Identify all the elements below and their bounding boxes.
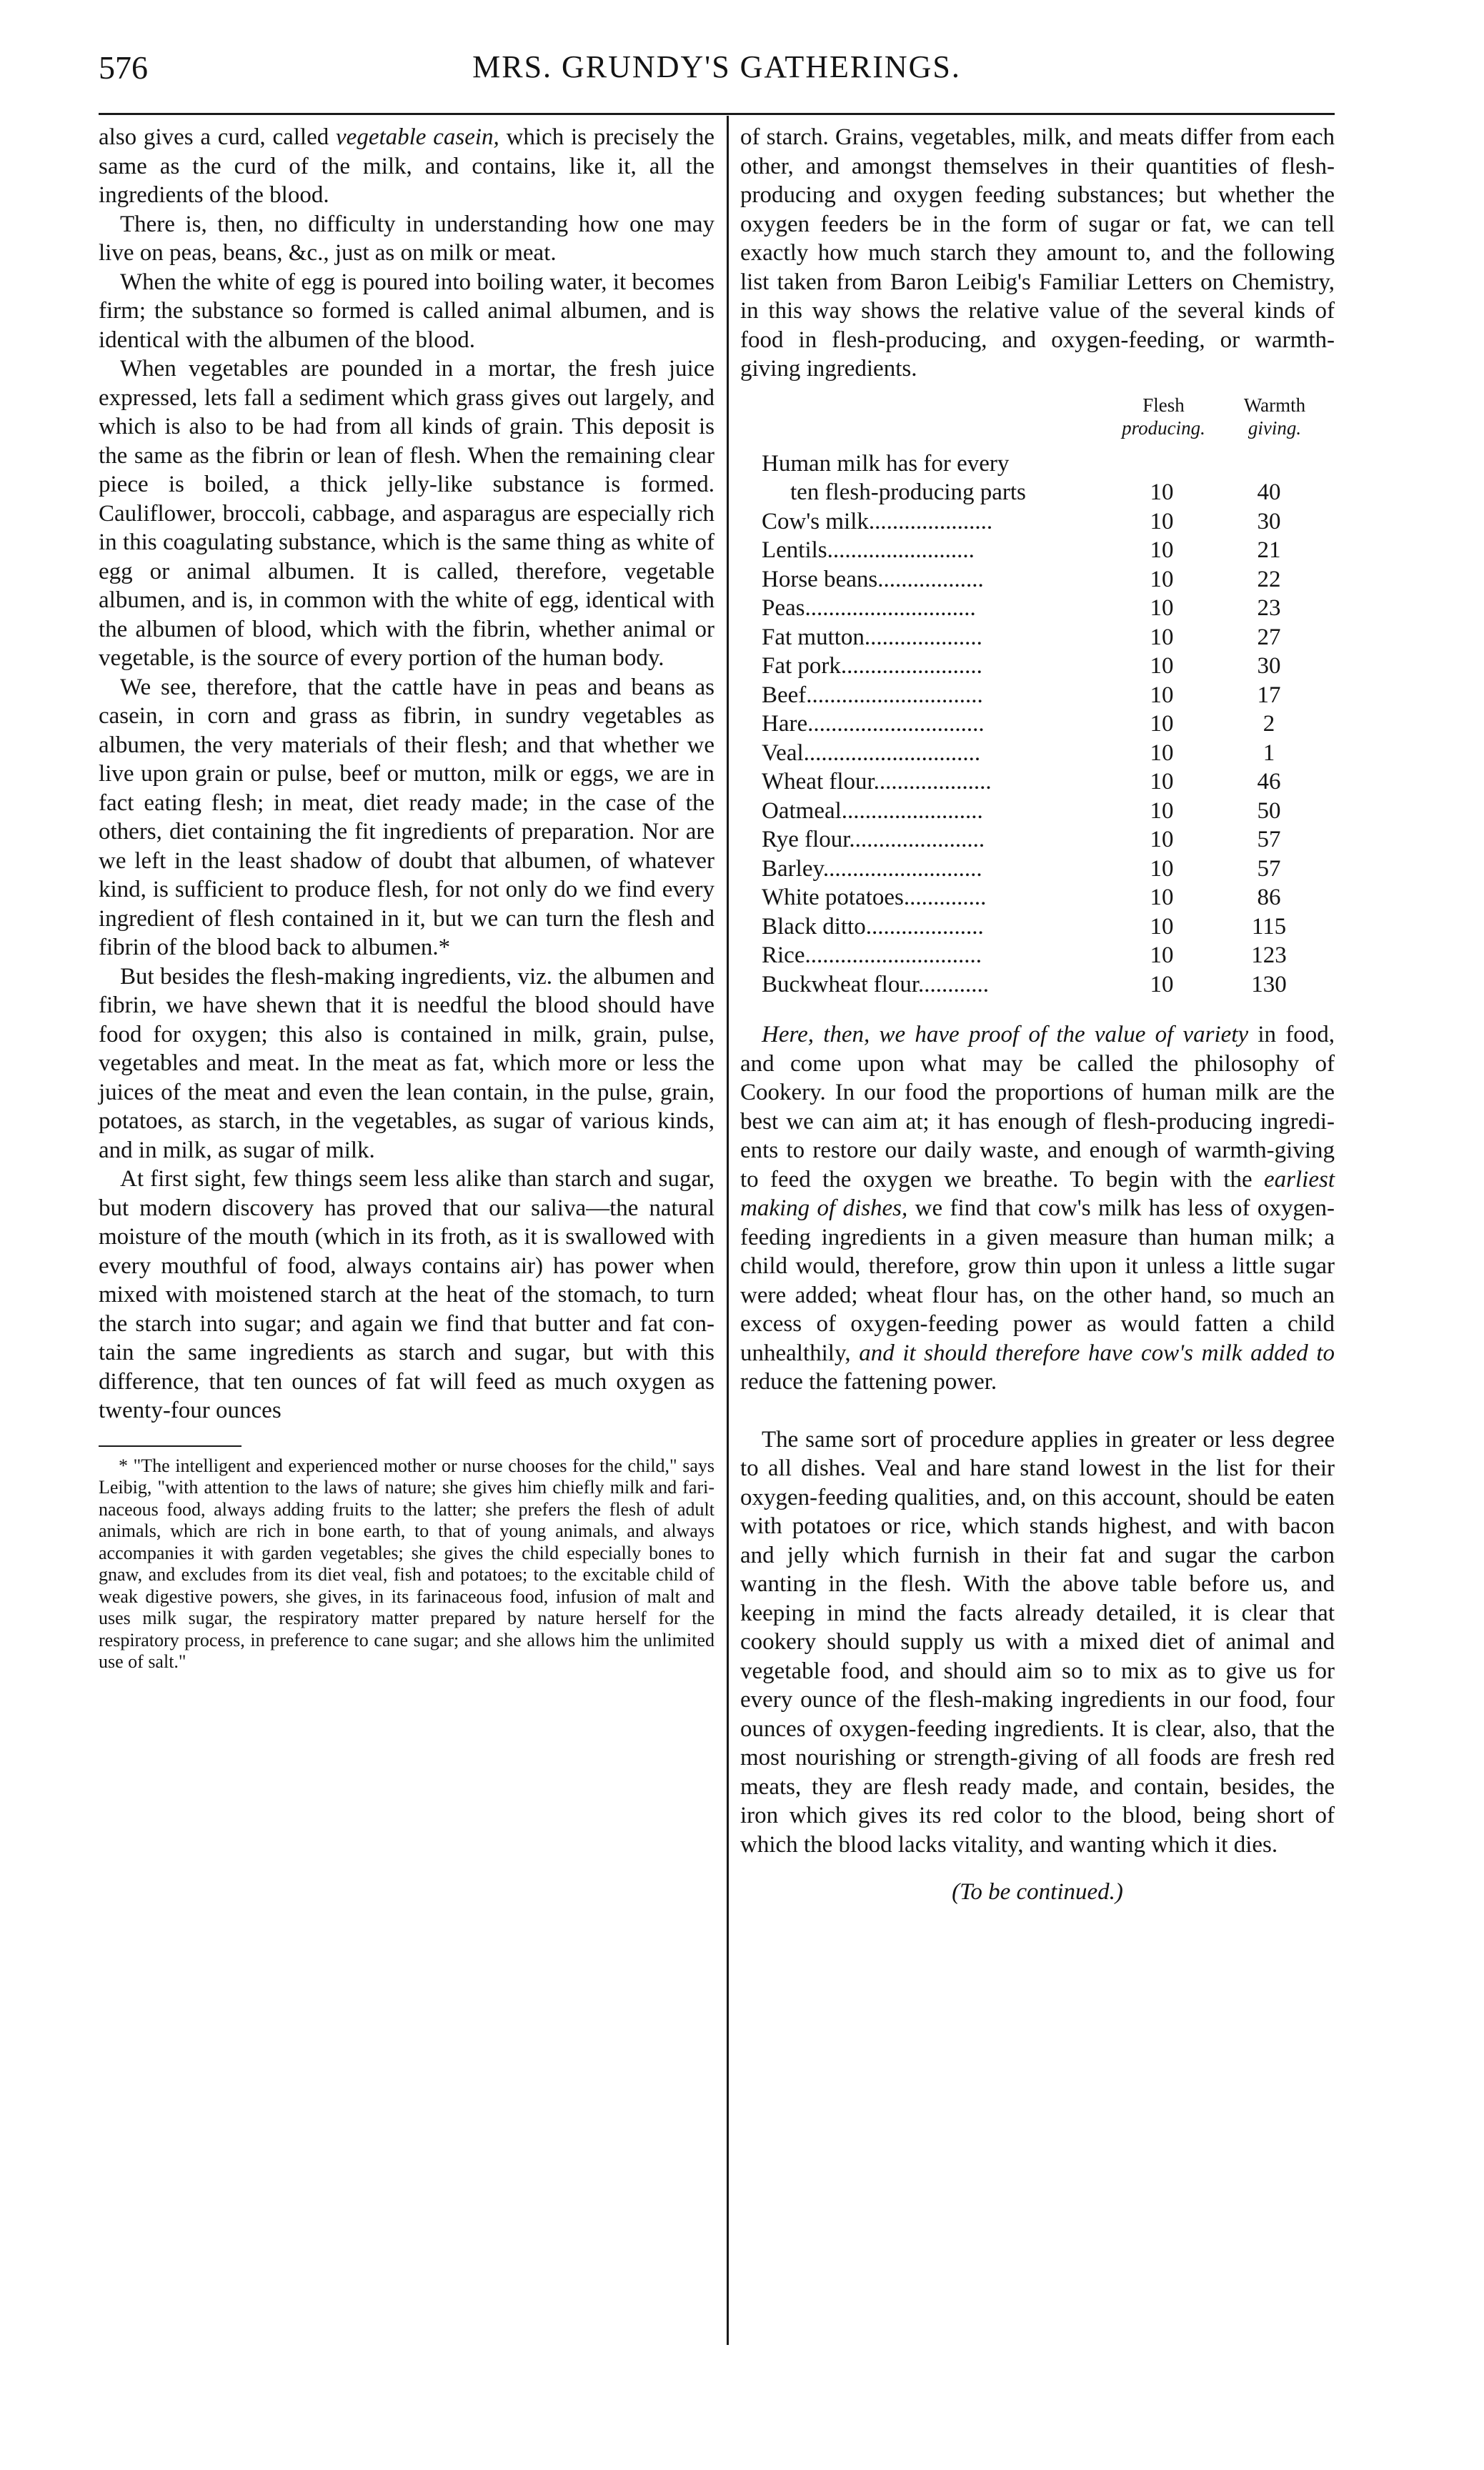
table-row	[740, 797, 1335, 826]
warmth-value: 30	[1257, 653, 1281, 679]
right-column	[740, 123, 1335, 1907]
table-row	[740, 623, 1335, 652]
flesh-value: 10	[1150, 682, 1174, 708]
flesh-value: 10	[1150, 827, 1174, 852]
left-column	[99, 123, 714, 1673]
paragraph: When the white of egg is poured into boiling water, it becomes firm; the substance so formed is called animal albumen, and is identical with the albumen of the blood.	[99, 269, 714, 353]
paragraph: We see, therefore, that the cattle have in peas and beans as casein, in corn and grass as fibrin, in sundry vegetables as albumen, the very materials of their flesh; and that whether we live upon grain or pulse, beef or mutton, milk or eggs, we are in fact eating flesh; in meat, diet ready made; in the case of the others, diet containing the fit ingredients of preparation. Nor are we left in the least shadow of doubt that albumen, of whatever kind, is sufficient to produce flesh, for not only do we find every ingredient of flesh contained in it, but we can turn the flesh and fibrin of the blood back to albumen.*	[99, 674, 714, 960]
flesh-value: 10	[1150, 797, 1174, 824]
food-name: Wheat flour....................	[762, 769, 992, 795]
flesh-value: 10	[1150, 566, 1174, 592]
food-name: Cow's milk.....................	[762, 508, 993, 534]
table-row	[740, 478, 1335, 507]
food-name: Black ditto....................	[762, 913, 984, 940]
paragraph: of starch. Grains, vegetables, milk, and meats differ from each other, and amongst themselves in their quantities of flesh-producing and oxygen feeding substances; but whether the oxygen feeders be in the form of sugar or fat, we can tell exactly how much starch they amount to, and the following list taken from Baron Leibig's Familiar Letters on Chemistry, in this way shows the relative value of the several kinds of food in flesh-producing, and oxygen-feeding, or warmth-giving ingredients.	[740, 124, 1335, 382]
warmth-value: 21	[1257, 537, 1281, 563]
food-name: Fat pork........................	[762, 653, 982, 679]
footnote-rule	[99, 1445, 241, 1447]
footnote: * "The intelligent and experienced mother or nurse chooses for the child," says Leibig, "with attention to the laws of nature; she gives him chiefly milk and farinaceous food, always adding fruits to the latter; she prefers the flesh of adult animals, which are rich in bone earth, to that of young animals, and always accompanies it with garden vegetables; she gives the child especially bones to gnaw, and excludes from its diet veal, fish and potatoes; to the excitable child of weak digestive powers, she gives, in its farinaceous food, infusion of malt and uses milk sugar, the respiratory matter prepared by nature herself for the respiratory process, in preference to cane sugar; and she allows him the unlimited use of salt."	[99, 1455, 714, 1672]
food-name: Buckwheat flour............	[762, 971, 990, 997]
table-row	[740, 767, 1335, 797]
to-be-continued: (To be continued.)	[952, 1879, 1123, 1905]
table-row	[740, 594, 1335, 623]
paragraph-gap	[740, 1397, 1335, 1425]
flesh-value: 10	[1150, 508, 1174, 534]
warmth-value: 22	[1257, 566, 1281, 592]
column-header-warmth: Warmth giving.	[1243, 394, 1306, 439]
flesh-value: 10	[1150, 653, 1174, 679]
food-value-table	[740, 394, 1335, 1000]
paragraph: Here, then, we have proof of the value of variety in food, and come upon what may be called the philosophy of Cookery. In our food the proportions of human milk are the best we can aim at; it has enough of flesh-producing ingredients to restore our daily waste, and enough of warmth-giving to feed the oxygen we breathe. To begin with the earliest making of dishes, we find that cow's milk has less of oxygen-feeding ingredients in a given measure than human milk; a child would, therefore, grow thin upon it unless a little sugar were added; wheat flour has, on the other hand, so much an excess of oxygen-feeding power as would fatten a child unhealthily, and it should therefore have cow's milk added to reduce the fattening power.	[740, 1022, 1335, 1395]
food-name: Oatmeal........................	[762, 797, 983, 824]
food-name: Hare..............................	[762, 711, 985, 737]
flesh-value: 10	[1150, 769, 1174, 795]
warmth-value: 115	[1251, 913, 1287, 940]
table-row	[740, 970, 1335, 1000]
paragraph: There is, then, no difficulty in understanding how one may live on peas, beans, &c., just as on milk or meat.	[99, 211, 714, 266]
food-name: Fat mutton....................	[762, 624, 982, 650]
paragraph: When vegetables are pounded in a mortar, the fresh juice expressed, lets fall a sediment which grass gives out largely, and which is also to be had from all kinds of grain. This deposit is the same as the fibrin or lean of flesh. When the remaining clear piece is boiled, a thick jelly-like substance is formed. Cauliflower, broccoli, cabbage, and asparagus are especially rich in this coagulating substance, which is the same thing as white of egg or animal albumen. It is called, therefore, vegetable albumen, and is, in common with the white of egg, identical with the albumen of blood, which with the fibrin, whether animal or vegetable, is the source of every portion of the human body.	[99, 356, 714, 671]
table-row	[740, 912, 1335, 942]
flesh-value: 10	[1150, 537, 1174, 563]
flesh-value: 10	[1150, 942, 1174, 968]
food-name: Rice..............................	[762, 942, 982, 968]
table-row	[740, 681, 1335, 710]
flesh-value: 10	[1150, 624, 1174, 650]
food-name: White potatoes..............	[762, 885, 987, 910]
warmth-value: 46	[1257, 769, 1281, 795]
warmth-value: 2	[1263, 711, 1275, 737]
paragraph: But besides the flesh-making ingredients, viz. the albumen and fibrin, we have shewn that it is needful the blood should have food for oxygen; this also is contained in milk, grain, pulse, vegetables and meat. In the meat as fat, which more or less the juices of the meat and even the lean contain, in the pulse, grain, potatoes, as starch, in the vegetables, as sugar of various kinds, and in milk, as sugar of milk.	[99, 963, 714, 1163]
flesh-value: 10	[1150, 913, 1174, 940]
food-name: ten flesh-producing parts	[790, 479, 1026, 505]
flesh-value: 10	[1150, 711, 1174, 737]
food-name: Barley...........................	[762, 855, 982, 882]
warmth-value: 86	[1257, 885, 1281, 910]
flesh-value: 10	[1150, 595, 1174, 621]
column-header-flesh: Flesh producing.	[1122, 394, 1205, 439]
column-divider	[727, 116, 729, 2345]
table-row	[740, 709, 1335, 739]
running-title: MRS. GRUNDY'S GATHERINGS.	[472, 49, 961, 84]
page-number: 576	[99, 49, 148, 86]
food-name: Rye flour.......................	[762, 827, 985, 852]
flesh-value: 10	[1150, 885, 1174, 910]
flesh-value: 10	[1150, 971, 1174, 997]
paragraph: The same sort of procedure applies in greater or less degree to all dishes. Veal and hare stand lowest in the list for their oxygen-feeding qualities, and, on this account, should be eaten with potatoes or rice, which stands highest, and with bacon and jelly which furnish in their fat and sugar the carbon wanting in the flesh. With the above table before us, and keeping in mind the facts already detailed, it is clear that cookery should supply us with a mixed diet of animal and vegetable food, and should aim so to mix as to give us for every ounce of the flesh-making ingredients in our food, four ounces of oxygen-feeding ingredients. It is clear, also, that the most nourishing or strength-giving of all foods are fresh red meats, they are flesh ready made, and contain, besides, the iron which gives its red color to the blood, being short of which the blood lacks vitality, and wanting which it dies.	[740, 1426, 1335, 1858]
table-row	[740, 825, 1335, 855]
warmth-value: 17	[1257, 682, 1281, 708]
food-name: Beef..............................	[762, 682, 983, 708]
table-lead-line: Human milk has for every	[762, 450, 1010, 477]
table-row	[740, 507, 1335, 537]
running-header	[99, 44, 1335, 109]
table-header	[740, 394, 1335, 449]
warmth-value: 23	[1257, 595, 1281, 621]
warmth-value: 57	[1257, 855, 1281, 882]
flesh-value: 10	[1150, 739, 1174, 766]
paragraph: also gives a curd, called vegetable casein, which is precisely the same as the curd of the milk, and contains, like it, all the ingredients of the blood.	[99, 124, 714, 208]
table-row	[740, 739, 1335, 768]
food-name: Lentils.........................	[762, 537, 975, 563]
table-row	[740, 941, 1335, 970]
warmth-value: 40	[1257, 479, 1281, 505]
warmth-value: 50	[1257, 797, 1281, 824]
table-row	[740, 536, 1335, 565]
table-row	[740, 565, 1335, 594]
table-rows	[740, 478, 1335, 999]
warmth-value: 123	[1251, 942, 1287, 968]
table-row	[740, 855, 1335, 884]
warmth-value: 1	[1263, 739, 1275, 766]
warmth-value: 57	[1257, 827, 1281, 852]
flesh-value: 10	[1150, 479, 1174, 505]
table-row	[740, 652, 1335, 681]
warmth-value: 130	[1251, 971, 1287, 997]
food-name: Veal..............................	[762, 739, 981, 766]
warmth-value: 27	[1257, 624, 1281, 650]
header-rule	[99, 113, 1335, 115]
warmth-value: 30	[1257, 508, 1281, 534]
food-name: Horse beans..................	[762, 566, 984, 592]
flesh-value: 10	[1150, 855, 1174, 882]
table-row	[740, 883, 1335, 912]
food-name: Peas.............................	[762, 595, 976, 621]
paragraph: At first sight, few things seem less alike than starch and sugar, but modern discovery has proved that our saliva—the natural moisture of the mouth (which in its froth, as it is swallowed with every mouthful of food, always contains air) has power when mixed with moistened starch at the heat of the stomach, to turn the starch into sugar; and again we find that butter and fat contain the same ingredients as starch and sugar, but with this difference, that ten ounces of fat will feed as much oxygen as twenty-four ounces	[99, 1166, 714, 1423]
